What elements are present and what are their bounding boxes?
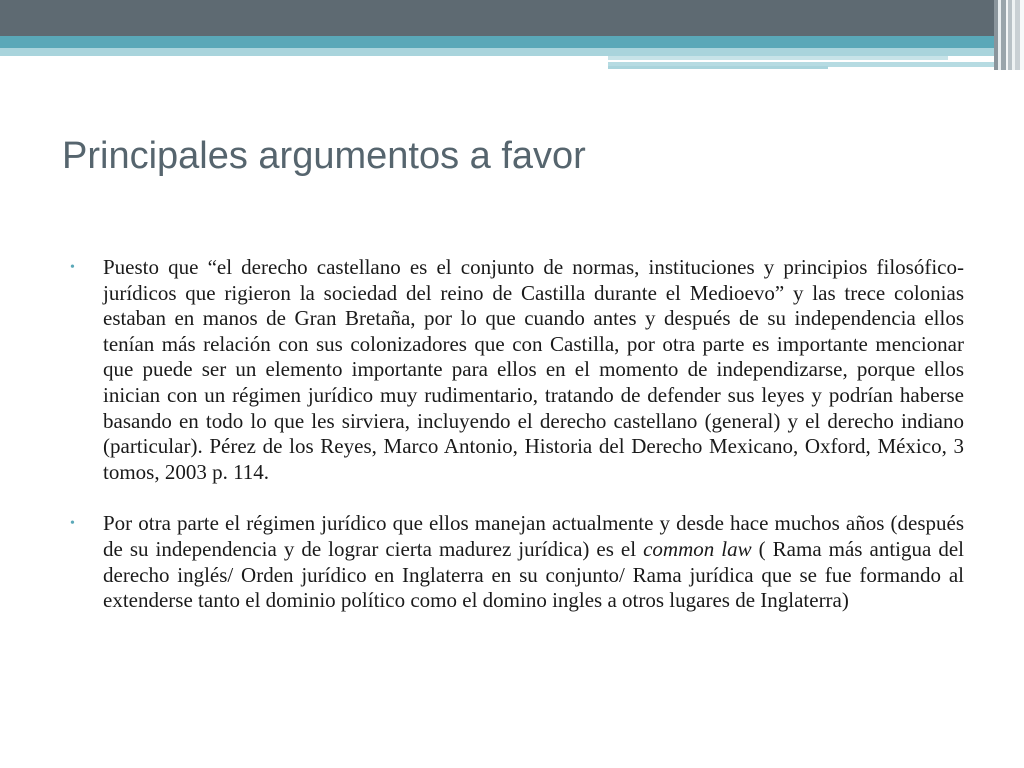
bullet-text: Puesto que “el derecho castellano es el conjunto de normas, instituciones y principios filosófico-jurídicos que rigieron la sociedad del reino de Castilla durante el Medioevo” y las trece colonias estaban en manos de Gran Bretaña, por lo que cuando antes y después de su independencia ellos tenían más relación con sus colonizadores que con Castilla, por otra parte es importante mencionar que puede ser un elemento importante para ellos en el momento de independizarse, porque ellos inician con un régimen jurídico muy rudimentario, tratando de defender sus leyes y podrían haberse basando en todo lo que les sirviera, incluyendo el derecho castellano (general) y el derecho indiano (particular). Pérez de los Reyes, Marco Antonio, Historia del Derecho Mexicano, Oxford, México, 3 tomos, 2003 p. 114. [103,255,964,484]
bullet-item [70,511,964,613]
header-bar-light [0,48,1000,56]
header-vertical-stripes [994,0,1024,70]
bullet-item [70,255,964,485]
bullet-marker: • [70,260,75,275]
bullet-text: ( Rama más antigua del derecho inglés/ Orden jurídico en Inglaterra en su conjunto/ Rama jurídica que se fue formando al extenderse tanto el dominio político como el domino ingles a otros lugares de Inglaterra) [103,536,964,613]
bullet-list [70,255,964,614]
header-accent-line [608,56,948,60]
slide-title: Principales argumentos a favor [62,135,586,177]
bullet-marker: • [70,516,75,532]
bullet-text: Por otra parte el régimen jurídico que ellos manejan actualmente y desde hace muchos años (después de su independencia y de lograr cierta madurez jurídica) es el [103,511,964,561]
header-accent-line [608,66,828,69]
header-bar-teal [0,36,1000,48]
header-bar-dark [0,0,1024,36]
bullet-text-italic: common law [643,536,752,561]
